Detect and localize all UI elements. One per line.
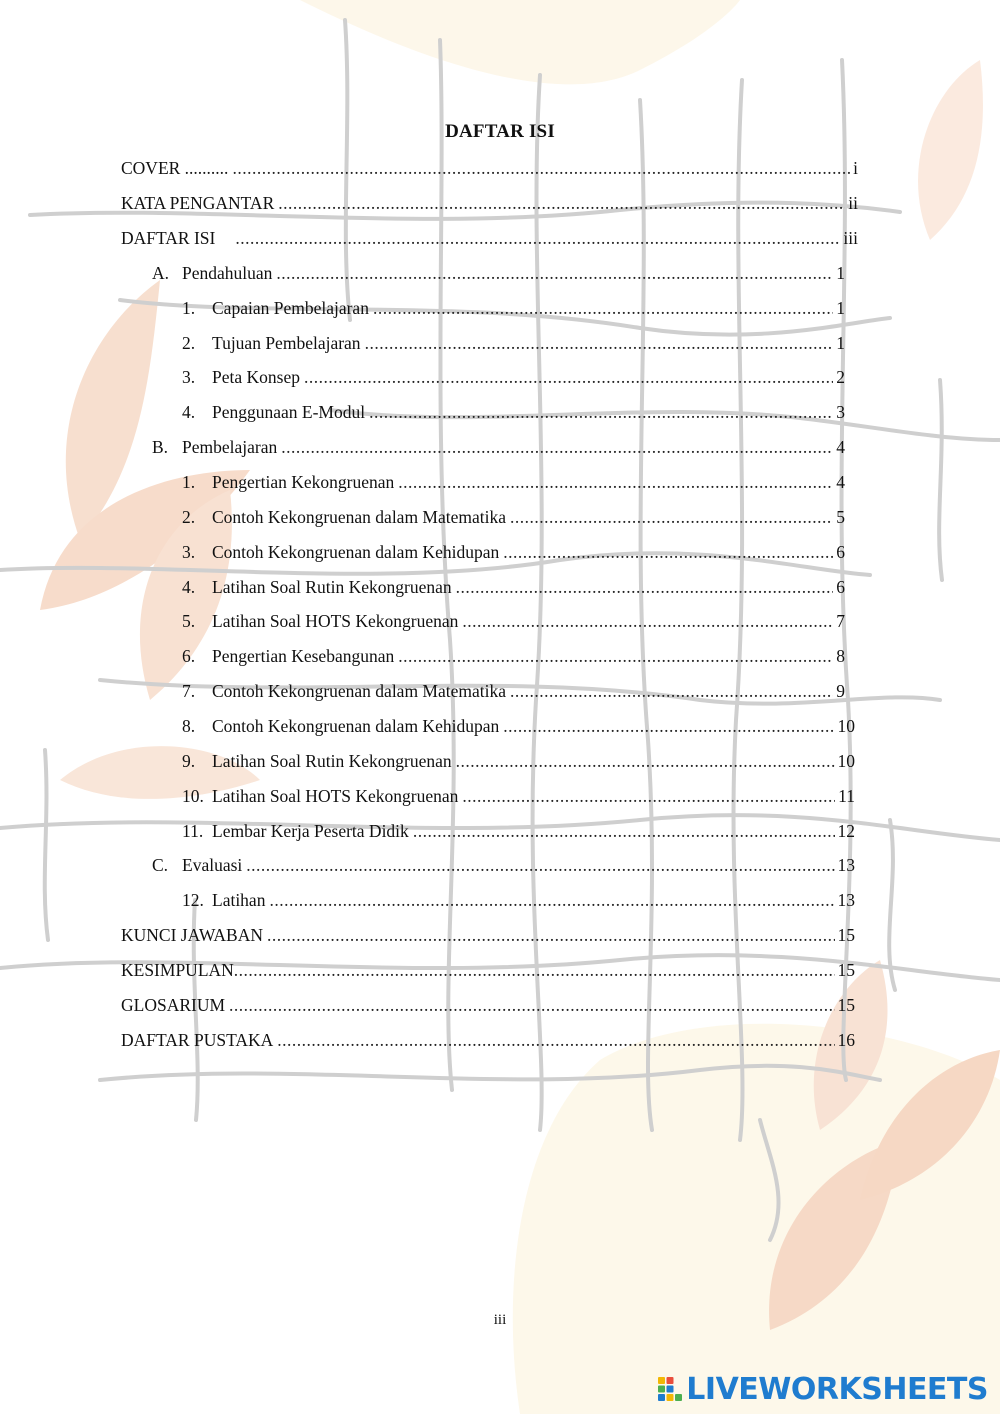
toc-entry-number: 3.: [182, 367, 196, 387]
toc-entry-page: 15: [837, 960, 855, 980]
toc-entry-page: 13: [837, 855, 855, 875]
toc-entry-label: Contoh Kekongruenan dalam Kehidupan: [212, 716, 500, 736]
toc-entry: [182, 784, 855, 808]
toc-entry: [121, 958, 855, 982]
toc-entry-label: Latihan Soal HOTS Kekongruenan: [212, 786, 459, 806]
toc-entry-leader: [235, 226, 840, 250]
toc-entry-page: 1: [836, 333, 845, 353]
toc-entry-number: 8.: [182, 716, 196, 736]
toc-entry-label: KESIMPULAN: [121, 960, 234, 980]
toc-entry-leader: [369, 400, 833, 424]
toc-entry-page: 9: [836, 681, 845, 701]
toc-entry-number: 2.: [182, 507, 196, 527]
toc-entry: [182, 679, 845, 703]
toc-entry-leader: [503, 540, 833, 564]
toc-entry-leader: [229, 993, 834, 1017]
toc-entry-page: 10: [837, 751, 855, 771]
toc-entry-leader: [269, 888, 834, 912]
toc-entry: [182, 331, 845, 355]
toc-entry-page: 15: [837, 995, 855, 1015]
toc-entry-number: 7.: [182, 681, 196, 701]
toc-entry: [182, 365, 845, 389]
toc-entry: [182, 714, 855, 738]
toc-entry-leader: [267, 923, 835, 947]
toc-entry-label: Evaluasi: [182, 855, 243, 875]
toc-entry-page: 3: [836, 402, 845, 422]
toc-entry-label: Contoh Kekongruenan dalam Matematika: [212, 507, 507, 527]
toc-entry: [152, 853, 855, 877]
toc-entry-page: 16: [837, 1030, 855, 1050]
toc-entry-leader: [234, 958, 835, 982]
toc-entry-leader: [246, 853, 834, 877]
toc-entry: [182, 540, 845, 564]
toc-entry-page: 1: [836, 263, 845, 283]
liveworksheets-logo-icon: [657, 1376, 683, 1402]
toc-entry-page: 15: [837, 925, 855, 945]
toc-entry-label: Pengertian Kesebangunan: [212, 646, 395, 666]
toc-entry: [121, 191, 858, 215]
toc-entry-leader: [277, 1028, 834, 1052]
toc-entry: [121, 1028, 855, 1052]
page-number: iii: [493, 1312, 507, 1328]
toc-entry: [152, 435, 845, 459]
toc-entry-label: DAFTAR PUSTAKA: [121, 1030, 274, 1050]
toc-entry-page: 7: [836, 611, 845, 631]
toc-entry-leader: [276, 261, 833, 285]
toc-entry-label: Contoh Kekongruenan dalam Kehidupan: [212, 542, 500, 562]
toc-entry-leader: [365, 331, 834, 355]
toc-entry-page: 6: [836, 542, 845, 562]
toc-entry-leader: [278, 191, 845, 215]
toc-entry-number: 11.: [182, 821, 204, 841]
toc-entry-leader: [398, 470, 833, 494]
toc-entry-page: 10: [837, 716, 855, 736]
toc-entry-label: Tujuan Pembelajaran: [212, 333, 361, 353]
toc-entry-leader: [281, 435, 833, 459]
toc-entry-label: Pembelajaran: [182, 437, 278, 457]
toc-entry-page: 4: [836, 472, 845, 492]
toc-entry-label: KATA PENGANTAR: [121, 193, 275, 213]
toc-entry-leader: [373, 296, 833, 320]
toc-entry: [182, 470, 845, 494]
toc-entry-page: 1: [836, 298, 845, 318]
toc-entry-page: 6: [836, 577, 845, 597]
toc-entry-leader: [510, 505, 833, 529]
toc-entry-leader: [413, 819, 835, 843]
toc-entry-page: 2: [836, 367, 845, 387]
toc-entry: [182, 749, 855, 773]
toc-entry-page: 5: [836, 507, 845, 527]
toc-entry-leader: [304, 365, 833, 389]
toc-entry-number: 1.: [182, 472, 196, 492]
toc-entry-leader: [398, 644, 833, 668]
toc-entry-number: 4.: [182, 402, 196, 422]
toc-entry: [182, 296, 845, 320]
toc-entry-label: COVER ..........: [121, 158, 229, 178]
toc-entry-label: Penggunaan E-Modul: [212, 402, 366, 422]
toc-entry: [152, 261, 845, 285]
toc-entry-label: Peta Konsep: [212, 367, 300, 387]
toc-entry-number: B.: [152, 437, 169, 457]
toc-entry-number: 12.: [182, 890, 204, 910]
toc-entry-label: Latihan Soal Rutin Kekongruenan: [212, 751, 452, 771]
toc-entry-leader: [456, 749, 835, 773]
toc-entry: [182, 609, 845, 633]
toc-entry-leader: [503, 714, 834, 738]
toc-entry-page: 11: [838, 786, 855, 806]
toc-entry-leader: [232, 156, 850, 180]
toc-entry-leader: [456, 575, 834, 599]
toc-entry-label: Latihan Soal Rutin Kekongruenan: [212, 577, 452, 597]
toc-entry: [121, 993, 855, 1017]
toc-entry-number: 3.: [182, 542, 196, 562]
toc-entry-number: 4.: [182, 577, 196, 597]
toc-entry-label: DAFTAR ISI: [121, 228, 216, 248]
toc-entry: [182, 888, 855, 912]
toc-entry: [182, 644, 845, 668]
toc-entry-label: Capaian Pembelajaran: [212, 298, 369, 318]
toc-entry-label: KUNCI JAWABAN: [121, 925, 263, 945]
toc-entry: [182, 819, 855, 843]
page-title: DAFTAR ISI: [445, 121, 555, 142]
toc-entry-page: 13: [837, 890, 855, 910]
toc-entry-label: Latihan: [212, 890, 266, 910]
toc-entry-leader: [462, 609, 833, 633]
toc-entry: [182, 400, 845, 424]
toc-entry-label: Latihan Soal HOTS Kekongruenan: [212, 611, 459, 631]
toc-entry-number: 1.: [182, 298, 196, 318]
toc-entry-label: GLOSARIUM: [121, 995, 226, 1015]
toc-entry: [121, 923, 855, 947]
toc-entry-leader: [462, 784, 835, 808]
toc-entry-number: 5.: [182, 611, 196, 631]
toc-entry: [182, 505, 845, 529]
liveworksheets-logo-text: LIVEWORKSHEETS: [686, 1371, 988, 1407]
toc-entry-label: Pengertian Kekongruenan: [212, 472, 395, 492]
toc-entry-number: 10.: [182, 786, 204, 806]
toc-entry-page: i: [853, 158, 858, 178]
toc-entry-number: A.: [152, 263, 170, 283]
toc-entry-page: 12: [837, 821, 855, 841]
toc-entry-page: 4: [836, 437, 845, 457]
toc-entry-number: 6.: [182, 646, 196, 666]
toc-entry-page: ii: [848, 193, 858, 213]
toc-entry-label: Pendahuluan: [182, 263, 273, 283]
toc-entry-page: iii: [843, 228, 858, 248]
toc-entry: [121, 226, 858, 250]
toc-entry-number: 9.: [182, 751, 196, 771]
toc-entry: [182, 575, 845, 599]
liveworksheets-logo: [657, 1372, 988, 1406]
toc-entry-leader: [510, 679, 833, 703]
toc-entry-label: Contoh Kekongruenan dalam Matematika: [212, 681, 507, 701]
toc-entry-page: 8: [836, 646, 845, 666]
toc-entry-number: C.: [152, 855, 169, 875]
toc-entry-label: Lembar Kerja Peserta Didik: [212, 821, 409, 841]
toc-entry-number: 2.: [182, 333, 196, 353]
toc-entry: [121, 156, 858, 180]
